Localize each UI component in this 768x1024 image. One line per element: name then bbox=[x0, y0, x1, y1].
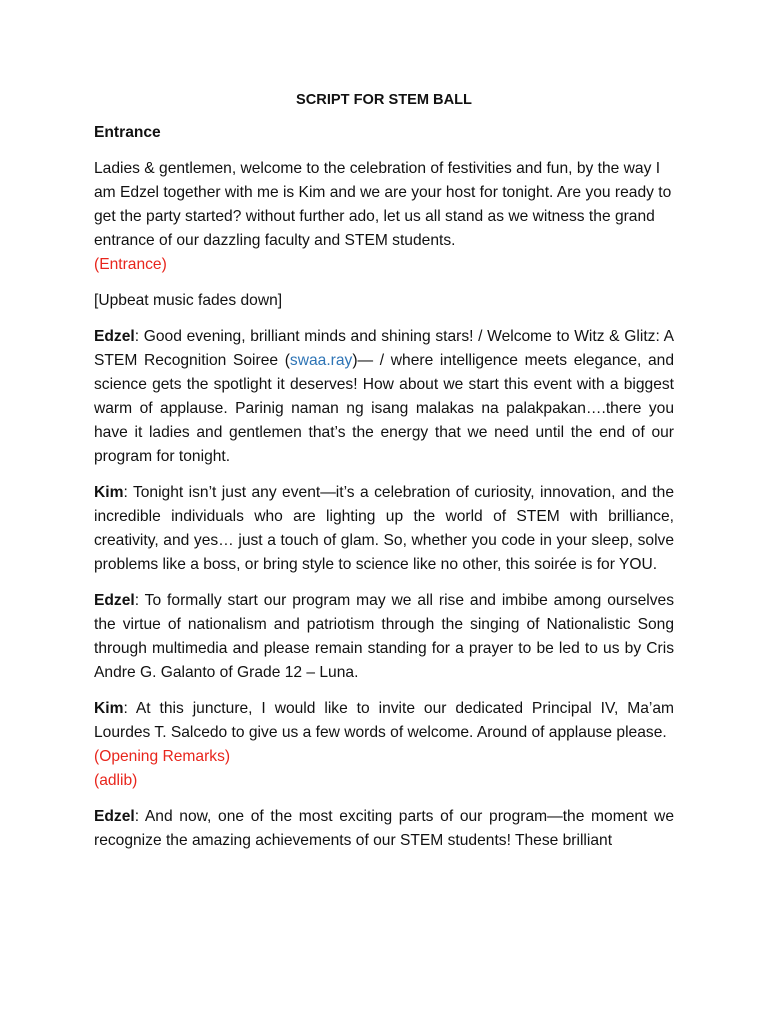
dialogue-text: : Good evening, brilliant minds and shining stars! / Welcome to Witz & Glitz: A STEM Recognition Soiree ( bbox=[94, 328, 674, 369]
stage-cue-opening-remarks: (Opening Remarks) bbox=[94, 748, 231, 765]
dialogue-text: : And now, one of the most exciting parts of our program—the moment we recognize the amazing achievements of our STEM students! These brilliant bbox=[94, 808, 674, 849]
section-heading-entrance: Entrance bbox=[94, 124, 161, 141]
dialogue-text: : At this juncture, I would like to invite our dedicated Principal IV, Ma’am Lourdes T. Salcedo to give us a few words of welcome. Around of applause please. bbox=[94, 700, 674, 741]
dialogue-edzel-welcome bbox=[94, 325, 674, 469]
dialogue-text: )— / where intelligence meets elegance, and science gets the spotlight it deserves! How about we start this event with a biggest warm of applause. Parinig naman ng isang malakas na palakpakan….there you have it ladies and gentlemen that’s the energy that we need until the end of our program for tonight. bbox=[94, 352, 675, 465]
dialogue-kim-principal bbox=[94, 697, 674, 793]
dialogue-edzel-formal-start bbox=[94, 589, 674, 685]
speaker-name: Edzel bbox=[94, 808, 135, 825]
speaker-name: Kim bbox=[94, 484, 124, 501]
speaker-name: Edzel bbox=[94, 592, 135, 609]
speaker-name: Edzel bbox=[94, 328, 135, 345]
dialogue-kim-celebration bbox=[94, 481, 674, 577]
dialogue-edzel-recognition bbox=[94, 805, 674, 853]
dialogue-text: : To formally start our program may we all rise and imbibe among ourselves the virtue of nationalism and patriotism through the singing of Nationalistic Song through multimedia and please remain standing for a prayer to be led to us by Cris Andre G. Galanto of Grade 12 – Luna. bbox=[94, 592, 674, 681]
music-note: [Upbeat music fades down] bbox=[94, 292, 283, 309]
document-title: SCRIPT FOR STEM BALL bbox=[296, 92, 472, 108]
dialogue-text: : Tonight isn’t just any event—it’s a celebration of curiosity, innovation, and the incredible individuals who are lighting up the world of STEM with brilliance, creativity, and yes… just a touch of glam. So, whether you code in your sleep, solve problems like a boss, or bring style to science like no other, this soirée is for YOU. bbox=[94, 484, 674, 573]
speaker-name: Kim bbox=[94, 700, 124, 717]
hyperlink-swaa-ray[interactable]: swaa.ray bbox=[289, 352, 353, 369]
stage-cue-entrance: (Entrance) bbox=[94, 256, 167, 273]
intro-paragraph bbox=[94, 157, 674, 277]
intro-text: Ladies & gentlemen, welcome to the celebration of festivities and fun, by the way I am Edzel together with me is Kim and we are your host for tonight. Are you ready to get the party started? without further ado, let us all stand as we witness the grand entrance of our dazzling faculty and STEM students. bbox=[94, 160, 672, 249]
stage-cue-adlib: (adlib) bbox=[94, 772, 138, 789]
